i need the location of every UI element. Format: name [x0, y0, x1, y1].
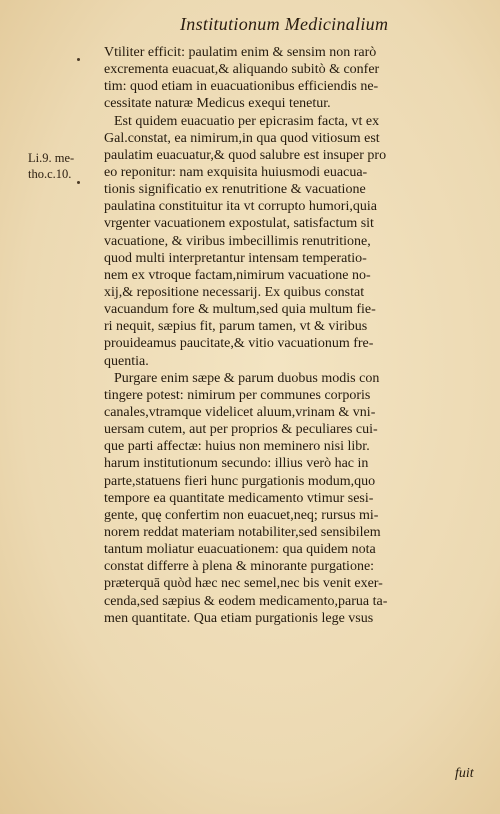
text-line: paulatim euacuatur,& quod salubre est insuper pro: [104, 147, 387, 163]
margin-dot-mark: [77, 181, 80, 184]
text-line: Vtiliter efficit: paulatim enim & sensim non rarò: [104, 45, 377, 60]
text-line: Purgare enim sæpe & parum duobus modis con: [114, 370, 380, 386]
text-line: vacuatione, & viribus imbecillimis renutritione,: [104, 233, 371, 249]
text-line: gente, quę confertim non euacuet,neq; rursus mi-: [104, 507, 379, 523]
text-line: excrementa euacuat,& aliquando subitò & confer: [104, 62, 380, 78]
text-line: præterquā quòd hæc nec semel,nec bis venit exer-: [104, 576, 383, 592]
text-line: norem reddat materiam notabiliter,sed sensibilem: [104, 524, 381, 540]
marginal-note-line: Li.9. me-: [28, 151, 75, 165]
text-line: canales,vtramque videlicet aluum,vrinam & vni-: [104, 404, 376, 420]
text-line: nem ex vtroque factam,nimirum vacuatione no-: [104, 267, 371, 283]
text-line: men quantitate. Qua etiam purgationis lege vsus: [104, 610, 374, 626]
text-line: uersam cutem, aut per proprios & peculiares cui-: [104, 422, 378, 438]
text-line: parte,statuens fieri hunc purgationis modum,quo: [104, 473, 376, 489]
text-line: xij,& repositione necessarij. Ex quibus constat: [104, 284, 365, 300]
text-line: quentia.: [104, 353, 149, 369]
text-line: eo reponitur: nam exquisita huiusmodi euacua-: [104, 164, 368, 180]
running-header: Institutionum Medicinalium: [180, 14, 389, 34]
text-line: ri nequit, sæpius fit, parum tamen, vt & viribus: [104, 319, 368, 335]
text-line: tantum moliatur euacuationem: qua quidem nota: [104, 542, 376, 558]
text-line: vacuandum fore & multum,sed quia multum fie-: [104, 302, 376, 318]
marginal-note-line: tho.c.10.: [28, 167, 72, 181]
text-line: prouideamus paucitate,& vitio vacuationum fre-: [104, 336, 374, 352]
text-line: Gal.constat, ea nimirum,in qua quod vitiosum est: [104, 130, 380, 146]
text-line: cessitate naturæ Medicus exequi tenetur.: [104, 96, 331, 112]
body-text: [104, 44, 479, 627]
text-line: vrgenter vacuationem expostulat, satisfactum sit: [104, 216, 374, 232]
text-line: harum institutionum secundo: illius verò hac in: [104, 456, 369, 472]
text-line: tingere potest: nimirum per communes corporis: [104, 387, 371, 403]
catchword: fuit: [455, 766, 474, 781]
text-line: tempore ea quantitate medicamento vtimur sesi-: [104, 490, 374, 506]
margin-dot-mark: [77, 58, 80, 61]
text-line: paulatina constituitur ita vt corrupto humori,quia: [104, 199, 377, 215]
text-line: tim: quod etiam in euacuationibus efficiendis ne-: [104, 79, 379, 95]
text-line: constat differre à plena & minorante purgatione:: [104, 559, 375, 575]
text-line: Est quidem euacuatio per epicrasim facta, vt ex: [114, 113, 380, 129]
text-line: quod multi interpretantur intensam temperatio-: [104, 250, 367, 266]
marginal-note: [28, 150, 74, 182]
text-line: que parti affectæ: huius non meminero nisi libr.: [104, 439, 370, 455]
text-line: tionis significatio ex renutritione & vacuatione: [104, 182, 366, 198]
text-line: cenda,sed sæpius & eodem medicamento,parua ta-: [104, 593, 388, 609]
